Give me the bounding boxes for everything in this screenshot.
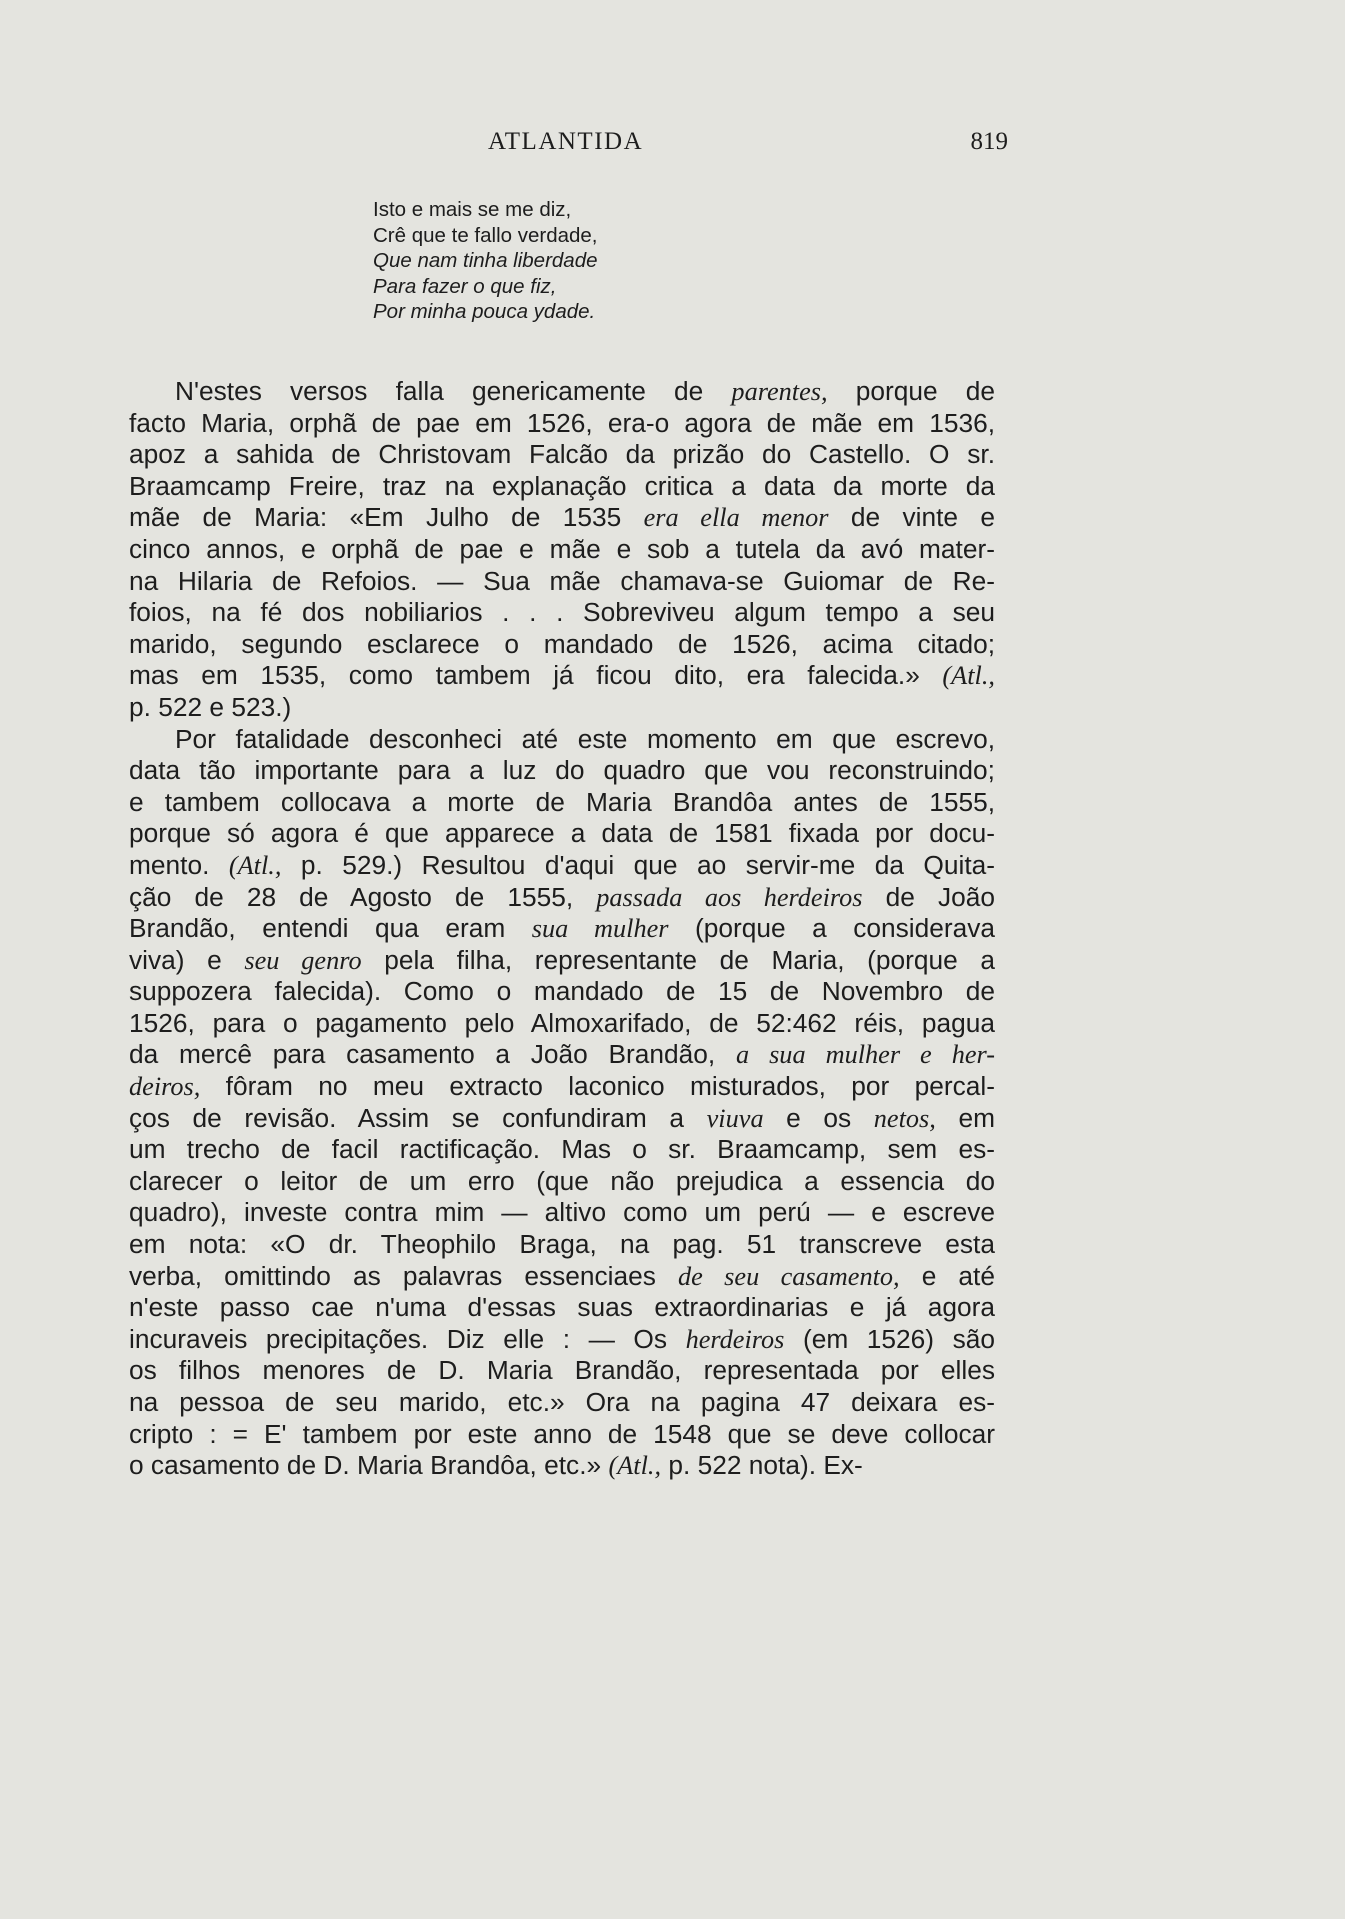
text-line: em nota: «O dr. Theophilo Braga, na pag. 51 transcreve esta xyxy=(129,1229,995,1260)
text-line: o casamento de D. Maria Brandôa, etc.» (Atl., p. 522 nota). Ex- xyxy=(129,1450,863,1481)
text-line: N'estes versos falla genericamente de parentes, porque de xyxy=(175,376,995,406)
text-line: os filhos menores de D. Maria Brandão, representada por elles xyxy=(129,1355,995,1386)
text-line: apoz a sahida de Christovam Falcão da prizão do Castello. O sr. xyxy=(129,439,995,470)
text-line: verba, omittindo as palavras essenciaes de seu casamento, e até xyxy=(129,1260,995,1291)
text-line: quadro), investe contra mim — altivo como um perú — e escreve xyxy=(129,1197,995,1228)
text-line: Braamcamp Freire, traz na explanação critica a data da morte da xyxy=(129,470,995,501)
text-line: deiros, fôram no meu extracto laconico misturados, por percal- xyxy=(129,1071,995,1102)
text-line: incuraveis precipitações. Diz elle : — Os herdeiros (em 1526) são xyxy=(129,1323,995,1354)
text-line: Por fatalidade desconheci até este momento em que escrevo, xyxy=(175,723,995,754)
text-line: da mercê para casamento a João Brandão, a sua mulher e her- xyxy=(129,1039,995,1070)
text-line: porque só agora é que apparece a data de 1581 fixada por docu- xyxy=(129,818,995,849)
text-line: na Hilaria de Refoios. — Sua mãe chamava-se Guiomar de Re- xyxy=(129,565,995,596)
paragraph xyxy=(129,724,995,1482)
running-title: ATLANTIDA xyxy=(488,128,644,155)
poem-line: Crê que te fallo verdade, xyxy=(373,223,598,247)
text-line: n'este passo cae n'uma d'essas suas extraordinarias e já agora xyxy=(129,1292,995,1323)
text-line: clarecer o leitor de um erro (que não prejudica a essencia do xyxy=(129,1165,995,1196)
text-line: mãe de Maria: «Em Julho de 1535 era ella menor de vinte e xyxy=(129,502,996,533)
text-line: p. 522 e 523.) xyxy=(129,691,292,722)
text-line: cinco annos, e orphã de pae e mãe e sob a tutela da avó mater- xyxy=(129,533,995,564)
text-line: e tambem collocava a morte de Maria Brandôa antes de 1555, xyxy=(129,786,995,817)
text-line: 1526, para o pagamento pelo Almoxarifado, de 52:462 réis, pagua xyxy=(129,1007,995,1038)
text-line: ços de revisão. Assim se confundiram a viuva e os netos, em xyxy=(129,1102,995,1133)
text-line: Brandão, entendi qua eram sua mulher (porque a considerava xyxy=(129,913,995,944)
body-text xyxy=(129,376,995,1482)
page-number: 819 xyxy=(970,128,1008,155)
text-line: cripto : = E' tambem por este anno de 1548 que se deve collocar xyxy=(129,1418,995,1449)
text-line: na pessoa de seu marido, etc.» Ora na pagina 47 deixara es- xyxy=(129,1387,995,1417)
poem-line: Para fazer o que fiz, xyxy=(373,274,557,298)
page-header xyxy=(128,128,1008,168)
poem-line: Que nam tinha liberdade xyxy=(373,249,598,272)
text-line: facto Maria, orphã de pae em 1526, era-o agora de mãe em 1536, xyxy=(129,407,995,438)
text-line: mas em 1535, como tambem já ficou dito, era falecida.» (Atl., xyxy=(129,660,995,691)
text-line: mento. (Atl., p. 529.) Resultou d'aqui que ao servir-me da Quita- xyxy=(129,849,996,880)
poem-line: Isto e mais se me diz, xyxy=(373,198,572,221)
text-line: data tão importante para a luz do quadro que vou reconstruindo; xyxy=(129,755,995,786)
text-line: um trecho de facil ractificação. Mas o sr. Braamcamp, sem es- xyxy=(129,1134,995,1165)
text-line: suppozera falecida). Como o mandado de 15 de Novembro de xyxy=(129,976,995,1007)
paragraph xyxy=(129,376,995,724)
text-line: ção de 28 de Agosto de 1555, passada aos herdeiros de João xyxy=(129,881,995,912)
poem-line: Por minha pouca ydade. xyxy=(373,300,596,323)
text-line: marido, segundo esclarece o mandado de 1526, acima citado; xyxy=(129,628,995,659)
text-line: foios, na fé dos nobiliarios . . . Sobreviveu algum tempo a seu xyxy=(129,597,995,628)
text-line: viva) e seu genro pela filha, representante de Maria, (porque a xyxy=(129,944,995,975)
poem-stanza xyxy=(373,197,973,325)
